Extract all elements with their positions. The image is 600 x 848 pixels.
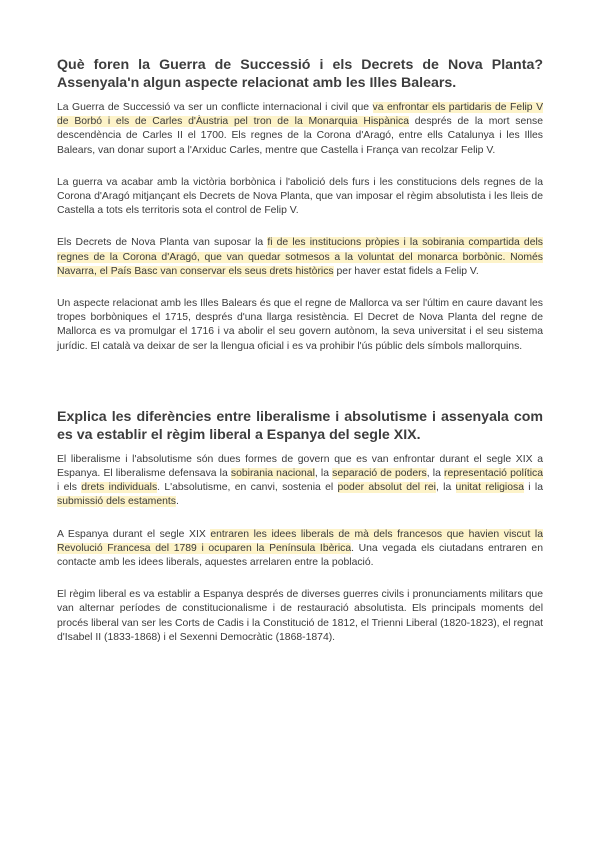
text-run: i els	[57, 482, 82, 494]
highlight-run: unitat religiosa	[455, 482, 524, 494]
section1-paragraph-2: La guerra va acabar amb la victòria borbònica i l'abolició dels furs i les constitucions dels regnes de la Corona d'Aragó mitjançant els Decrets de Nova Planta, que van imposar el règim absolutista i les lleis de Castella a tots els territoris sota el control de Felip V.	[57, 176, 543, 217]
section2-paragraph-2	[57, 528, 543, 571]
highlight-run: sobirania nacional	[230, 468, 315, 480]
section-spacer	[57, 372, 543, 408]
highlight-run: fi de les institucions pròpies i la sobirania compartida dels regnes de la Corona d'Aragó, que van quedar sotmesos a la voluntat del monarca borbònic. Només Navarra, el País Basc van conservar els seus drets històrics	[57, 237, 543, 277]
text-run: , la	[426, 468, 444, 480]
highlight-run: separació de poders	[332, 468, 427, 480]
text-run: per haver estat fidels a Felip V.	[333, 265, 479, 277]
section1-heading	[57, 56, 543, 92]
text-run: , la	[435, 482, 456, 494]
highlight-run: va enfrontar els partidaris de Felip V de Borbó i els de Carles d'Àustria pel tron de la Monarquia Hispànica	[57, 102, 543, 128]
text-run: La Guerra de Successió va ser un conflicte internacional i civil que	[57, 102, 373, 113]
text-run: . L'absolutisme, en canvi, sostenia el	[157, 482, 338, 494]
highlight-run: entraren les idees liberals de mà dels francesos que havien viscut la Revolució Francesa del 1789 i ocuparen la Península Ibèrica	[57, 528, 543, 554]
section2-heading: Explica les diferències entre liberalisme i absolutisme i assenyala com es va establir el règim liberal a Espanya del segle XIX.	[57, 408, 543, 443]
highlight-run: drets individuals	[81, 482, 158, 494]
section2-paragraph-1	[57, 453, 543, 510]
text-run: , la	[314, 468, 333, 480]
text-run: .	[175, 496, 179, 508]
section1-paragraph-1	[57, 101, 543, 158]
text-run: El liberalisme i l'absolutisme són dues formes de govern que es van enfrontar durant el segle XIX a Espanya. El liberalisme defensava la	[57, 453, 543, 480]
highlight-run: representació política	[444, 468, 544, 480]
section1-heading-text: Què foren la Guerra de Successió i els Decrets de Nova Planta? Assenyala'n algun aspecte relacionat amb les Illes Balears	[57, 57, 543, 91]
highlight-run: submissió dels estaments	[57, 496, 176, 508]
section1-heading-end: .	[452, 75, 457, 91]
text-run: després de la mort sense descendència de Carles II el 1700. Els regnes de la Corona d'Aragó, entre ells Catalunya i les Illes Balears, van donar suport a l'Arxiduc Carles, mentre que Castella i França van recolzar Felip V.	[57, 116, 543, 156]
text-run: i la	[523, 482, 544, 494]
text-run: A Espanya durant el segle XIX	[57, 528, 211, 540]
section1-paragraph-3	[57, 236, 543, 279]
text-run: . Una vegada els ciutadans entraren en contacte amb les idees liberals, aquestes arrelaren entre la població.	[57, 542, 543, 569]
section2-paragraph-3: El règim liberal es va establir a Espanya després de diverses guerres civils i pronunciaments militars que van alternar períodes de constitucionalisme i de restauració absolutista. Els principals moments del procés liberal van ser les Corts de Cadis i la Constitució de 1812, el Trienni Liberal (1820-1823), el regnat d'Isabel II (1833-1868) i el Sexenni Democràtic (1868-1874).	[57, 589, 543, 643]
text-run: Els Decrets de Nova Planta van suposar la	[57, 237, 268, 249]
highlight-run: poder absolut del rei	[337, 482, 436, 494]
section1-paragraph-4: Un aspecte relacionat amb les Illes Balears és que el regne de Mallorca va ser l'últim en caure davant les tropes borbòniques el 1715, després d'una llarga resistència. El Decret de Nova Planta del regne de Mallorca es va promulgar el 1716 i va abolir el seu govern autònom, la seva universitat i el seu sistema jurídic. El català va deixar de ser la llengua oficial i es va prohibir l'ús públic dels símbols mallorquins.	[57, 298, 543, 352]
